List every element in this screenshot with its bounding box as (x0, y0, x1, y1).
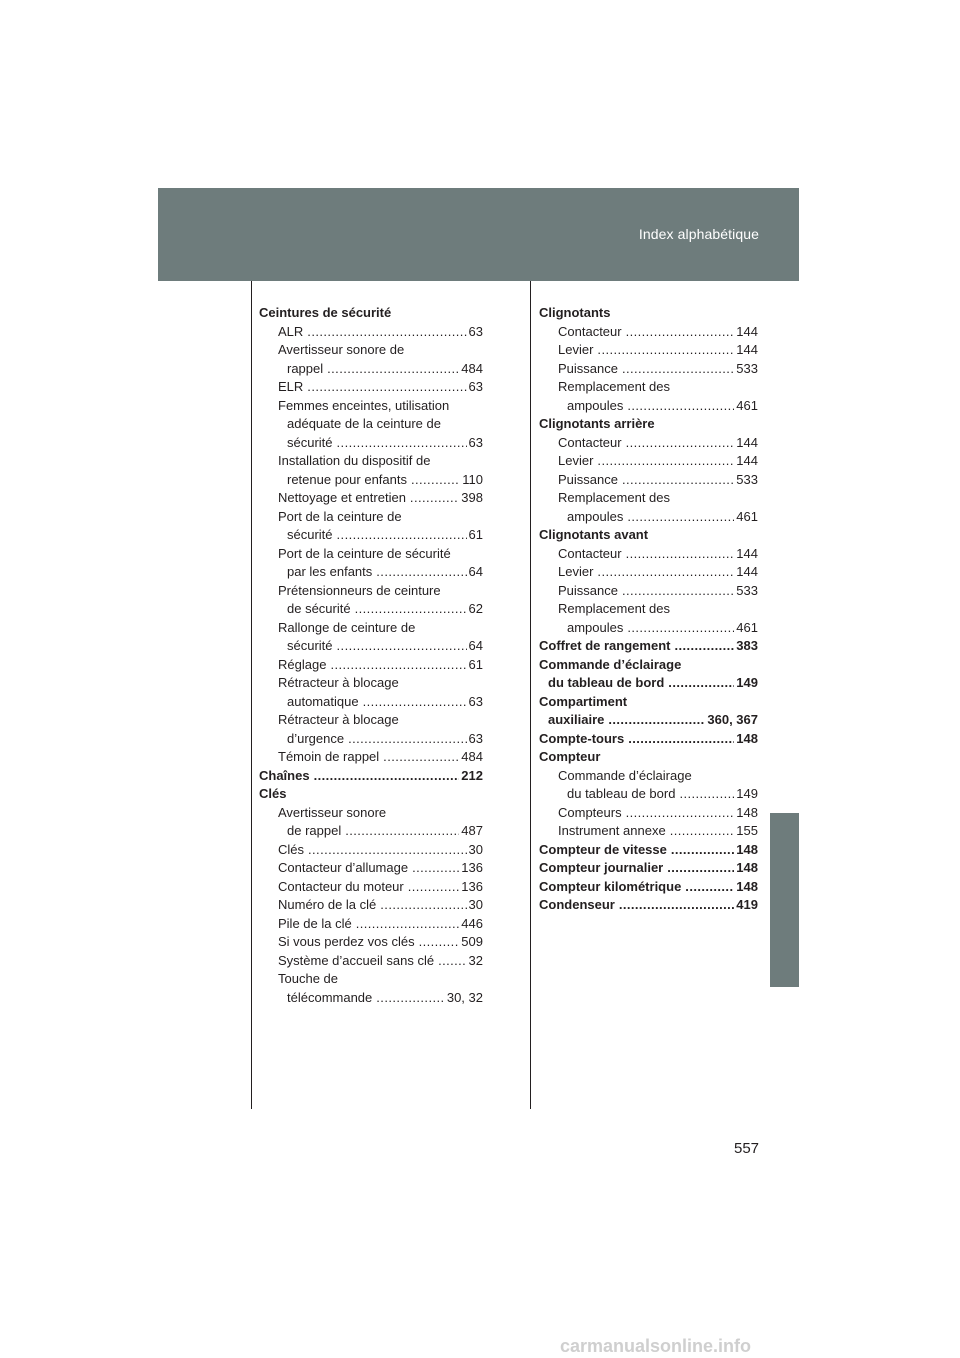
page-reference: 484 (461, 749, 483, 764)
index-entry (259, 674, 483, 693)
entry-label: Avertisseur sonore de (278, 342, 405, 357)
index-entry (539, 452, 758, 471)
index-entry (259, 619, 483, 638)
column-divider-left (251, 281, 252, 1109)
page-reference: 64 (468, 638, 483, 653)
entry-label: Remplacement des (558, 601, 670, 616)
entry-label: sécurité ..... (287, 526, 467, 545)
index-heading (539, 841, 758, 860)
index-entry (259, 878, 483, 897)
index-entry (259, 360, 483, 379)
page-reference: 144 (736, 453, 758, 468)
page-reference: 144 (736, 342, 758, 357)
page-reference: 148 (736, 860, 758, 875)
entry-label: adéquate de la ceinture de (287, 416, 441, 431)
index-entry (259, 378, 483, 397)
index-entry (259, 859, 483, 878)
page-reference: 533 (736, 360, 758, 376)
page-reference: 30 (468, 897, 483, 912)
entry-label: Clignotants (539, 305, 611, 320)
page-reference: 144 (736, 323, 758, 339)
entry-label: retenue pour enfants ..... (287, 471, 460, 490)
index-heading (539, 748, 758, 767)
index-entry (539, 582, 758, 601)
index-entry (259, 397, 483, 416)
entry-label: ALR ..... (278, 323, 467, 342)
index-heading (539, 637, 758, 656)
index-entry (539, 323, 758, 342)
index-entry (259, 933, 483, 952)
index-entry (539, 804, 758, 823)
entry-label: Compte-tours ..... (539, 730, 734, 749)
entry-label: Rétracteur à blocage (278, 712, 399, 727)
index-entry (259, 637, 483, 656)
index-entry (259, 822, 483, 841)
index-entry (539, 822, 758, 841)
entry-label: Remplacement des (558, 490, 670, 505)
entry-label: Levier ..... (558, 341, 734, 360)
index-heading (539, 656, 758, 675)
index-heading (259, 785, 483, 804)
page-reference: 144 (736, 545, 758, 561)
entry-label: Nettoyage et entretien ..... (278, 489, 459, 508)
entry-label: Femmes enceintes, utilisation (278, 397, 450, 413)
page-reference: 149 (736, 786, 758, 801)
index-entry (539, 360, 758, 379)
entry-label: Avertisseur sonore (278, 804, 387, 820)
entry-label: Réglage ..... (278, 656, 467, 675)
entry-label: Commande d’éclairage (558, 767, 692, 783)
page-reference: 148 (736, 841, 758, 857)
entry-label: Contacteur du moteur ..... (278, 878, 459, 897)
index-entry (539, 563, 758, 582)
watermark: carmanualsonline.info (560, 1336, 752, 1356)
index-entry (539, 341, 758, 360)
index-entry (259, 563, 483, 582)
entry-label: Clés (259, 786, 287, 801)
entry-label: Système d’accueil sans clé ..... (278, 952, 467, 971)
entry-label: Port de la ceinture de (278, 508, 402, 524)
entry-label: Compteur journalier ..... (539, 859, 734, 878)
page-reference: 509 (461, 934, 483, 949)
index-entry (539, 489, 758, 508)
index-heading (539, 526, 758, 545)
index-entry (259, 545, 483, 564)
index-entry (259, 434, 483, 453)
page-reference: 61 (468, 656, 483, 672)
index-entry (259, 415, 483, 434)
page-reference: 533 (736, 471, 758, 487)
index-heading (539, 878, 758, 897)
entry-label: de rappel ..... (287, 822, 459, 841)
index-entry (539, 545, 758, 564)
entry-label: ampoules ..... (567, 397, 734, 416)
page-reference: 63 (468, 379, 483, 394)
entry-label: du tableau de bord ..... (548, 674, 734, 693)
entry-label: du tableau de bord ..... (567, 785, 734, 804)
page-reference: 446 (461, 915, 483, 931)
page-reference: 212 (461, 767, 483, 783)
section-thumb-tab (770, 813, 799, 987)
entry-label: Port de la ceinture de sécurité (278, 545, 451, 561)
index-entry (259, 952, 483, 971)
index-column-left (259, 304, 483, 1007)
index-entry (539, 619, 758, 638)
entry-label: Numéro de la clé ..... (278, 896, 467, 915)
page-reference: 419 (736, 897, 758, 912)
page-reference: 136 (461, 878, 483, 894)
index-heading (539, 304, 758, 323)
index-entry (539, 600, 758, 619)
page-reference: 30 (468, 841, 483, 857)
entry-label: Pile de la clé ..... (278, 915, 459, 934)
index-entry (259, 323, 483, 342)
entry-label: Compteurs ..... (558, 804, 734, 823)
page-reference: 144 (736, 434, 758, 450)
entry-label: télécommande ..... (287, 989, 445, 1008)
page-reference: 148 (736, 730, 758, 746)
index-heading (539, 859, 758, 878)
page-reference: 63 (468, 730, 483, 746)
index-entry (539, 767, 758, 786)
page-reference: 484 (461, 360, 483, 376)
page-reference: 110 (462, 471, 483, 487)
entry-label: Témoin de rappel ..... (278, 748, 459, 767)
index-heading (539, 896, 758, 915)
entry-label: Puissance ..... (558, 360, 734, 379)
page-number: 557 (734, 1140, 760, 1157)
index-entry (259, 711, 483, 730)
index-entry (259, 896, 483, 915)
page-reference: 461 (736, 619, 758, 635)
column-divider-middle (530, 281, 531, 1109)
index-heading (539, 730, 758, 749)
page-reference: 383 (736, 638, 758, 653)
page-reference: 63 (468, 693, 483, 709)
entry-label: sécurité ..... (287, 637, 467, 656)
index-entry (259, 748, 483, 767)
entry-label: Contacteur ..... (558, 323, 734, 342)
index-entry (259, 989, 483, 1008)
entry-label: sécurité ..... (287, 434, 467, 453)
entry-label: ELR ..... (278, 378, 467, 397)
entry-label: Contacteur d’allumage ..... (278, 859, 459, 878)
index-column-right (539, 304, 758, 915)
index-entry (259, 970, 483, 989)
index-entry (259, 452, 483, 471)
entry-label: Rétracteur à blocage (278, 675, 399, 690)
entry-label: Clés ..... (278, 841, 467, 860)
index-entry (539, 434, 758, 453)
page-reference: 62 (468, 601, 483, 616)
index-entry (259, 915, 483, 934)
index-entry (259, 656, 483, 675)
index-entry (539, 471, 758, 490)
index-entry (259, 489, 483, 508)
entry-label: Puissance ..... (558, 582, 734, 601)
page-reference: 533 (736, 582, 758, 598)
index-entry (539, 711, 758, 730)
header-band (158, 188, 799, 281)
entry-label: Installation du dispositif de (278, 453, 431, 468)
entry-label: Compteur de vitesse ..... (539, 841, 734, 860)
page-reference: 32 (468, 952, 483, 968)
page-reference: 461 (736, 508, 758, 524)
page-reference: 487 (461, 823, 483, 838)
entry-label: Clignotants arrière (539, 416, 655, 431)
index-entry (259, 730, 483, 749)
page-reference: 63 (468, 434, 483, 450)
page-reference: 398 (461, 490, 483, 505)
index-entry (259, 526, 483, 545)
index-entry (259, 841, 483, 860)
index-entry (259, 600, 483, 619)
entry-label: Contacteur ..... (558, 545, 734, 564)
index-entry (259, 693, 483, 712)
entry-label: Compteur kilométrique ..... (539, 878, 734, 897)
entry-label: Remplacement des (558, 379, 670, 394)
index-entry (259, 471, 483, 490)
page-reference: 461 (736, 397, 758, 413)
entry-label: Clignotants avant (539, 527, 649, 542)
entry-label: Compartiment (539, 693, 628, 709)
entry-label: Commande d’éclairage (539, 656, 682, 672)
entry-label: Touche de (278, 971, 338, 986)
entry-label: Si vous perdez vos clés ..... (278, 933, 459, 952)
entry-label: Puissance ..... (558, 471, 734, 490)
page-reference: 30, 32 (446, 989, 483, 1005)
entry-label: Levier ..... (558, 452, 734, 471)
entry-label: Prétensionneurs de ceinture (278, 582, 441, 598)
entry-label: Coffret de rangement ..... (539, 637, 734, 656)
page-reference: 149 (736, 675, 758, 690)
index-entry (539, 508, 758, 527)
page-reference: 63 (468, 323, 483, 339)
entry-label: Compteur (539, 749, 601, 764)
index-entry (259, 804, 483, 823)
page-reference: 61 (468, 527, 483, 542)
entry-label: ampoules ..... (567, 619, 734, 638)
entry-label: auxiliaire ..... (548, 711, 705, 730)
index-entry (539, 785, 758, 804)
index-entry (539, 378, 758, 397)
entry-label: Levier ..... (558, 563, 734, 582)
page-reference: 64 (468, 564, 483, 579)
index-entry (539, 674, 758, 693)
page-reference: 144 (736, 564, 758, 579)
section-title: Index alphabétique (638, 226, 759, 242)
index-heading (259, 767, 483, 786)
page-reference: 360, 367 (707, 712, 758, 727)
entry-label: ampoules ..... (567, 508, 734, 527)
index-entry (259, 341, 483, 360)
page-reference: 155 (736, 823, 758, 838)
entry-label: d’urgence ..... (287, 730, 467, 749)
entry-label: Ceintures de sécurité (259, 305, 392, 320)
entry-label: automatique ..... (287, 693, 467, 712)
index-heading (259, 304, 483, 323)
entry-label: par les enfants ..... (287, 563, 467, 582)
entry-label: Condenseur ..... (539, 896, 734, 915)
index-entry (539, 397, 758, 416)
entry-label: Chaînes ..... (259, 767, 459, 786)
index-heading (539, 693, 758, 712)
index-heading (539, 415, 758, 434)
entry-label: Contacteur ..... (558, 434, 734, 453)
entry-label: de sécurité ..... (287, 600, 467, 619)
page-reference: 136 (461, 860, 483, 875)
entry-label: Instrument annexe ..... (558, 822, 734, 841)
index-entry (259, 582, 483, 601)
page-reference: 148 (736, 878, 758, 894)
index-entry (259, 508, 483, 527)
entry-label: Rallonge de ceinture de (278, 619, 416, 635)
page-reference: 148 (736, 804, 758, 820)
entry-label: rappel ..... (287, 360, 459, 379)
